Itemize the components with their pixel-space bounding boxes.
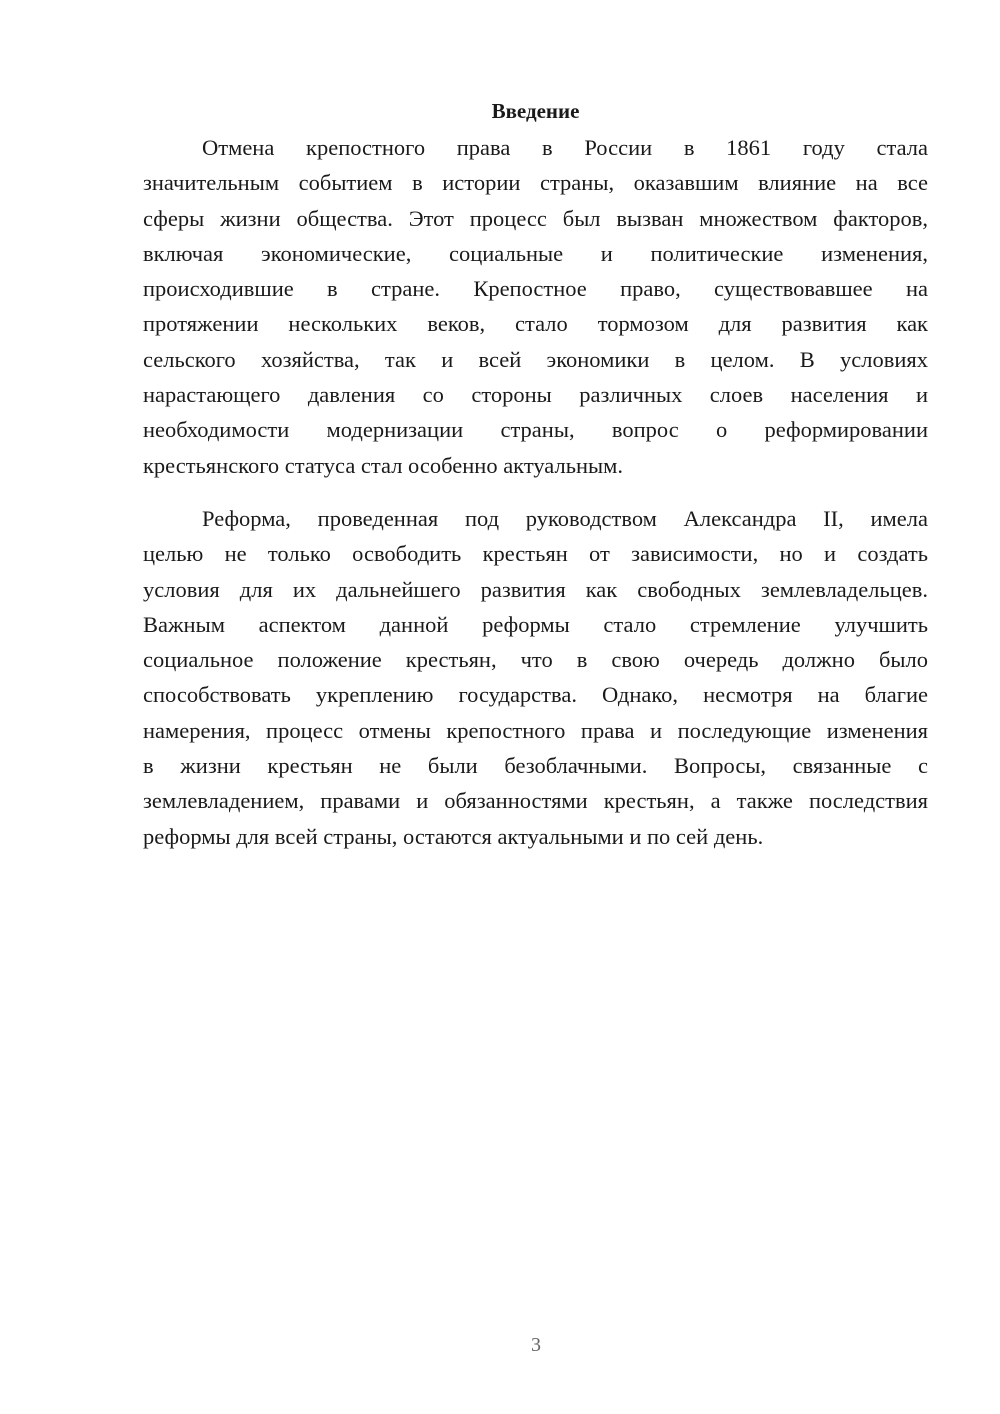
paragraph-line: происходившие в стране. Крепостное право, существовавшее на — [143, 276, 928, 302]
paragraph-line: в жизни крестьян не были безоблачными. Вопросы, связанные с — [143, 753, 928, 779]
paragraph-line: протяжении нескольких веков, стало тормозом для развития как — [143, 311, 928, 337]
paragraph-line: Отмена крепостного права в России в 1861 году стала — [202, 135, 928, 160]
paragraph-line: условия для их дальнейшего развития как свободных землевладельцев. — [143, 576, 928, 602]
paragraph-line: землевладением, правами и обязанностями крестьян, а также последствия — [143, 788, 928, 814]
page-number: 3 — [531, 1334, 541, 1356]
paragraph-line: включая экономические, социальные и политические изменения, — [143, 240, 928, 266]
paragraph-line: целью не только освободить крестьян от зависимости, но и создать — [143, 541, 928, 567]
paragraph-line: сферы жизни общества. Этот процесс был вызван множеством факторов, — [143, 205, 928, 231]
paragraph-line: реформы для всей страны, остаются актуальными и по сей день. — [143, 823, 764, 849]
paragraph-1 — [143, 130, 928, 483]
paragraph-line: социальное положение крестьян, что в свою очередь должно было — [143, 647, 928, 673]
section-heading: Введение — [491, 99, 580, 123]
paragraph-line: способствовать укреплению государства. Однако, несмотря на благие — [143, 682, 928, 708]
paragraph-line: Реформа, проведенная под руководством Александра II, имела — [202, 505, 928, 531]
paragraph-2 — [143, 501, 928, 854]
paragraph-line: сельского хозяйства, так и всей экономики в целом. В условиях — [143, 346, 928, 372]
paragraph-line: намерения, процесс отмены крепостного права и последующие изменения — [143, 717, 928, 743]
paragraph-line: нарастающего давления со стороны различных слоев населения и — [143, 382, 928, 408]
paragraph-line: крестьянского статуса стал особенно актуальным. — [143, 452, 624, 478]
paragraph-line: значительным событием в истории страны, оказавшим влияние на все — [143, 170, 928, 196]
paragraph-line: Важным аспектом данной реформы стало стремление улучшить — [143, 611, 928, 637]
page-content — [143, 96, 928, 854]
paragraph-line: необходимости модернизации страны, вопрос о реформировании — [143, 417, 928, 443]
